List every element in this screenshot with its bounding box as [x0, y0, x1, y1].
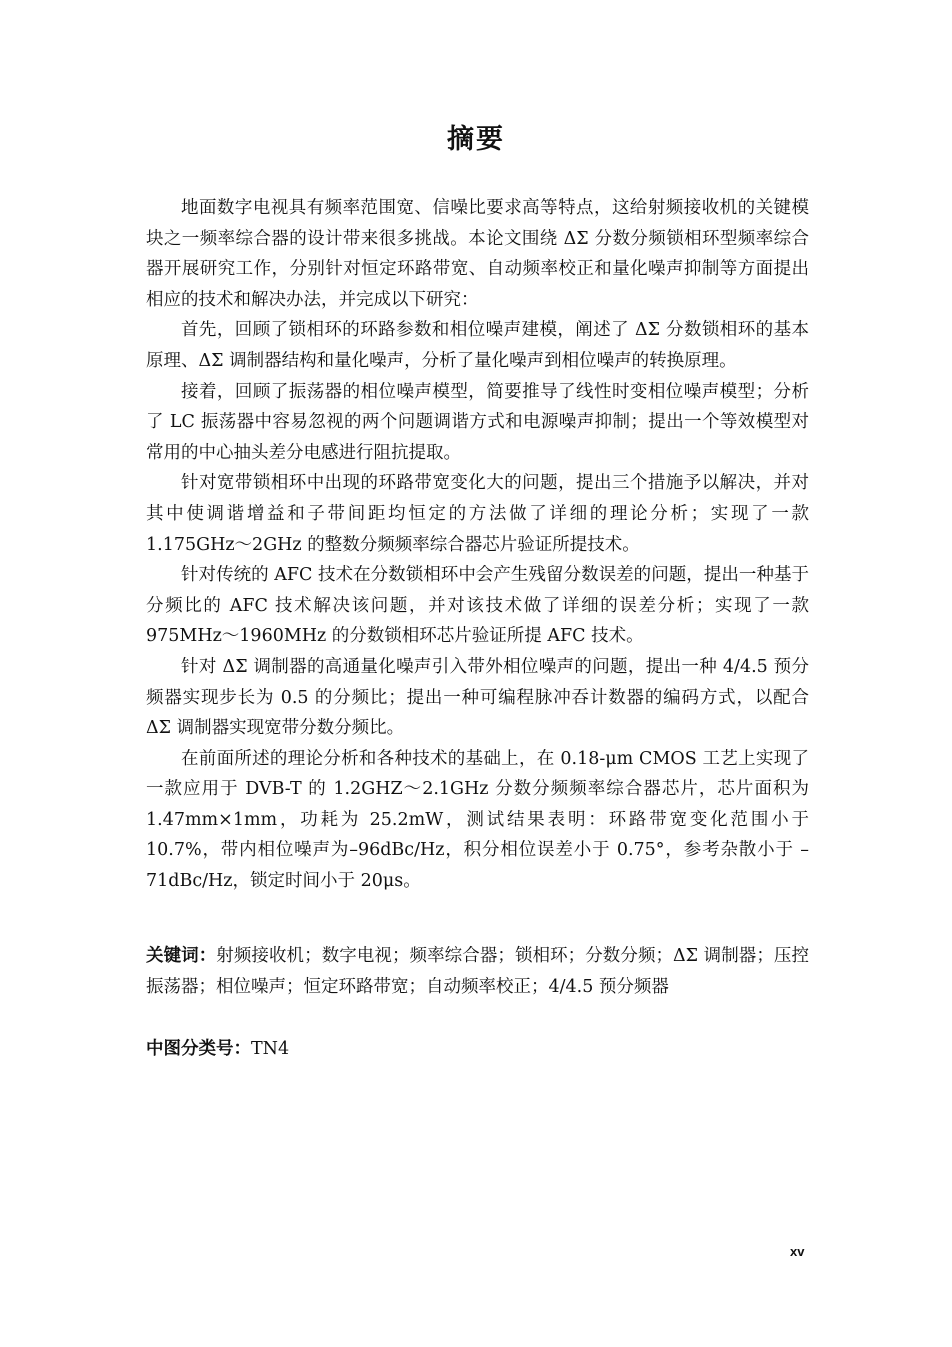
- page-number: xv: [790, 1244, 805, 1259]
- paragraph-afc: 针对传统的 AFC 技术在分数锁相环中会产生残留分数误差的问题，提出一种基于分频比的 AFC 技术解决该问题，并对该技术做了详细的误差分析；实现了一款 975MHz～1960MHz 的分数锁相环芯片验证所提 AFC 技术。: [146, 565, 809, 647]
- paragraph-oscillator: 接着，回顾了振荡器的相位噪声模型，简要推导了线性时变相位噪声模型；分析了 LC 振荡器中容易忽视的两个问题调谐方式和电源噪声抑制；提出一个等效模型对常用的中心抽头差分电感进行阻抗提取。: [146, 381, 809, 463]
- paragraph-constant-bandwidth: 针对宽带锁相环中出现的环路带宽变化大的问题，提出三个措施予以解决，并对其中使调谐增益和子带间距均恒定的方法做了详细的理论分析；实现了一款 1.175GHz～2GHz 的整数分频频率综合器芯片验证所提技术。: [146, 473, 809, 555]
- paragraph-prescaler: 针对 ΔΣ 调制器的高通量化噪声引入带外相位噪声的问题，提出一种 4/4.5 预分频器实现步长为 0.5 的分频比；提出一种可编程脉冲吞计数器的编码方式，以配合 ΔΣ 调制器实现宽带分数分频比。: [146, 656, 809, 739]
- classification-label: 中图分类号：: [146, 1039, 251, 1059]
- classification-value: TN4: [251, 1039, 290, 1059]
- keywords-label: 关键词：: [146, 946, 217, 966]
- keywords-block: [146, 941, 809, 1002]
- page-title: 摘要: [447, 124, 505, 155]
- paragraph-results: 在前面所述的理论分析和各种技术的基础上，在 0.18-μm CMOS 工艺上实现了一款应用于 DVB-T 的 1.2GHZ～2.1GHz 分数分频频率综合器芯片，芯片面积为 1.47mm×1mm，功耗为 25.2mW，测试结果表明：环路带宽变化范围小于 10.7%，带内相位噪声为–96dBc/Hz，积分相位误差小于 0.75°，参考杂散小于 –71dBc/Hz，锁定时间小于 20μs。: [146, 748, 809, 892]
- abstract-body: [146, 193, 809, 897]
- keywords-text: 射频接收机；数字电视；频率综合器；锁相环；分数分频；ΔΣ 调制器；压控振荡器；相位噪声；恒定环路带宽；自动频率校正；4/4.5 预分频器: [146, 946, 809, 997]
- paragraph-pll-review: 首先，回顾了锁相环的环路参数和相位噪声建模，阐述了 ΔΣ 分数锁相环的基本原理、ΔΣ 调制器结构和量化噪声，分析了量化噪声到相位噪声的转换原理。: [146, 320, 809, 371]
- classification-block: [146, 1034, 289, 1065]
- paragraph-intro: 地面数字电视具有频率范围宽、信噪比要求高等特点，这给射频接收机的关键模块之一频率综合器的设计带来很多挑战。本论文围绕 ΔΣ 分数分频锁相环型频率综合器开展研究工作，分别针对恒定环路带宽、自动频率校正和量化噪声抑制等方面提出相应的技术和解决办法，并完成以下研究：: [146, 198, 809, 310]
